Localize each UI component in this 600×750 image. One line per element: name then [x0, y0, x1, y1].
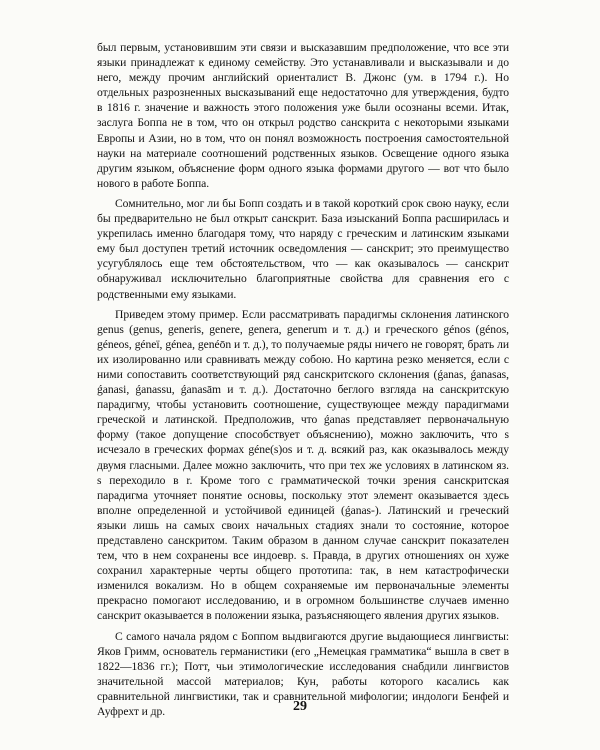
- paragraph-4: С самого начала рядом с Боппом выдвигаются другие выдающиеся лингвисты: Яков Гримм, основатель германистики (его „Немецкая грамматика“ вышла в свет в 1822—1836 гг.); Потт, чьи этимологические исследования снабдили лингвистов значительной массой материалов; Кун, работы которого касались как сравнительной лингвистики, так и сравнительной мифологии; индологи Бенфей и Ауфрехт и др.: [97, 629, 509, 719]
- body-text: [97, 40, 509, 719]
- paragraph-3: Приведем этому пример. Если рассматривать парадигмы склонения латинского genus (genus, generis, genere, genera, generum и т. д.) и греческого génos (génos, géneos, géneï, génea, genéōn и т. д.), то получаемые ряды ничего не говорят, брать ли их изолированно или сравнивать между собою. Но картина резко меняется, если с ними сопоставить соответствующий ряд санскритского склонения (ǵanas, ǵanasas, ǵanasi, ǵanassu, ǵanasām и т. д.). Достаточно беглого взгляда на санскритскую парадигму, чтобы установить соотношение, существующее между парадигмами греческой и латинской. Предположив, что ǵanas представляет первоначальную форму (такое допущение способствует объяснению), можно заключить, что s исчезало в греческих формах géne(s)os и т. д. всякий раз, как оказывалось между двумя гласными. Далее можно заключить, что при тех же условиях в латинском яз. s переходило в r. Кроме того с грамматической точки зрения санскритская парадигма уточняет понятие основы, поскольку этот элемент оказывается здесь вполне определенной и устойчивой единицей (ǵanas-). Латинский и греческий языки лишь на самых своих начальных стадиях знали то состояние, которое представлено санскритом. Таким образом в данном случае санскрит показателен тем, что в нем сохранены все индоевр. s. Правда, в других отношениях он хуже сохранил характерные черты общего прототипа: так, в нем катастрофически изменился вокализм. Но в общем сохраняемые им первоначальные элементы прекрасно помогают исследованию, и в огромном большинстве случаев именно санскрит оказывается в положении языка, разъясняющего явления других языков.: [97, 307, 509, 623]
- paragraph-2: Сомнительно, мог ли бы Бопп создать и в такой короткий срок свою науку, если бы предварительно не был открыт санскрит. База изысканий Боппа расширилась и укрепилась именно благодаря тому, что наряду с греческим и латинским языками ему был доступен третий источник осведомления — санскрит; это преимущество усугублялось еще тем обстоятельством, что — как оказывалось — санскрит обнаруживал исключительно благоприятные свойства для сравнения его с родственными ему языками.: [97, 196, 509, 301]
- paragraph-1: был первым, установившим эти связи и высказавшим предположение, что все эти языки принадлежат к единому семейству. Это устанавливали и высказывали и до него, между прочим английский ориенталист В. Джонс (ум. в 1794 г.). Но отдельных разрозненных высказываний еще недостаточно для утверждения, будто в 1816 г. значение и важность этого положения уже были осознаны всеми. Итак, заслуга Боппа не в том, что он открыл родство санскрита с некоторыми языками Европы и Азии, но в том, что он понял возможность построения самостоятельной науки на материале соотношений родственных языков. Освещение одного языка другим языком, объяснение форм одного языка формами другого — вот что было нового в работе Боппа.: [97, 41, 509, 190]
- page-number: 29: [293, 699, 307, 714]
